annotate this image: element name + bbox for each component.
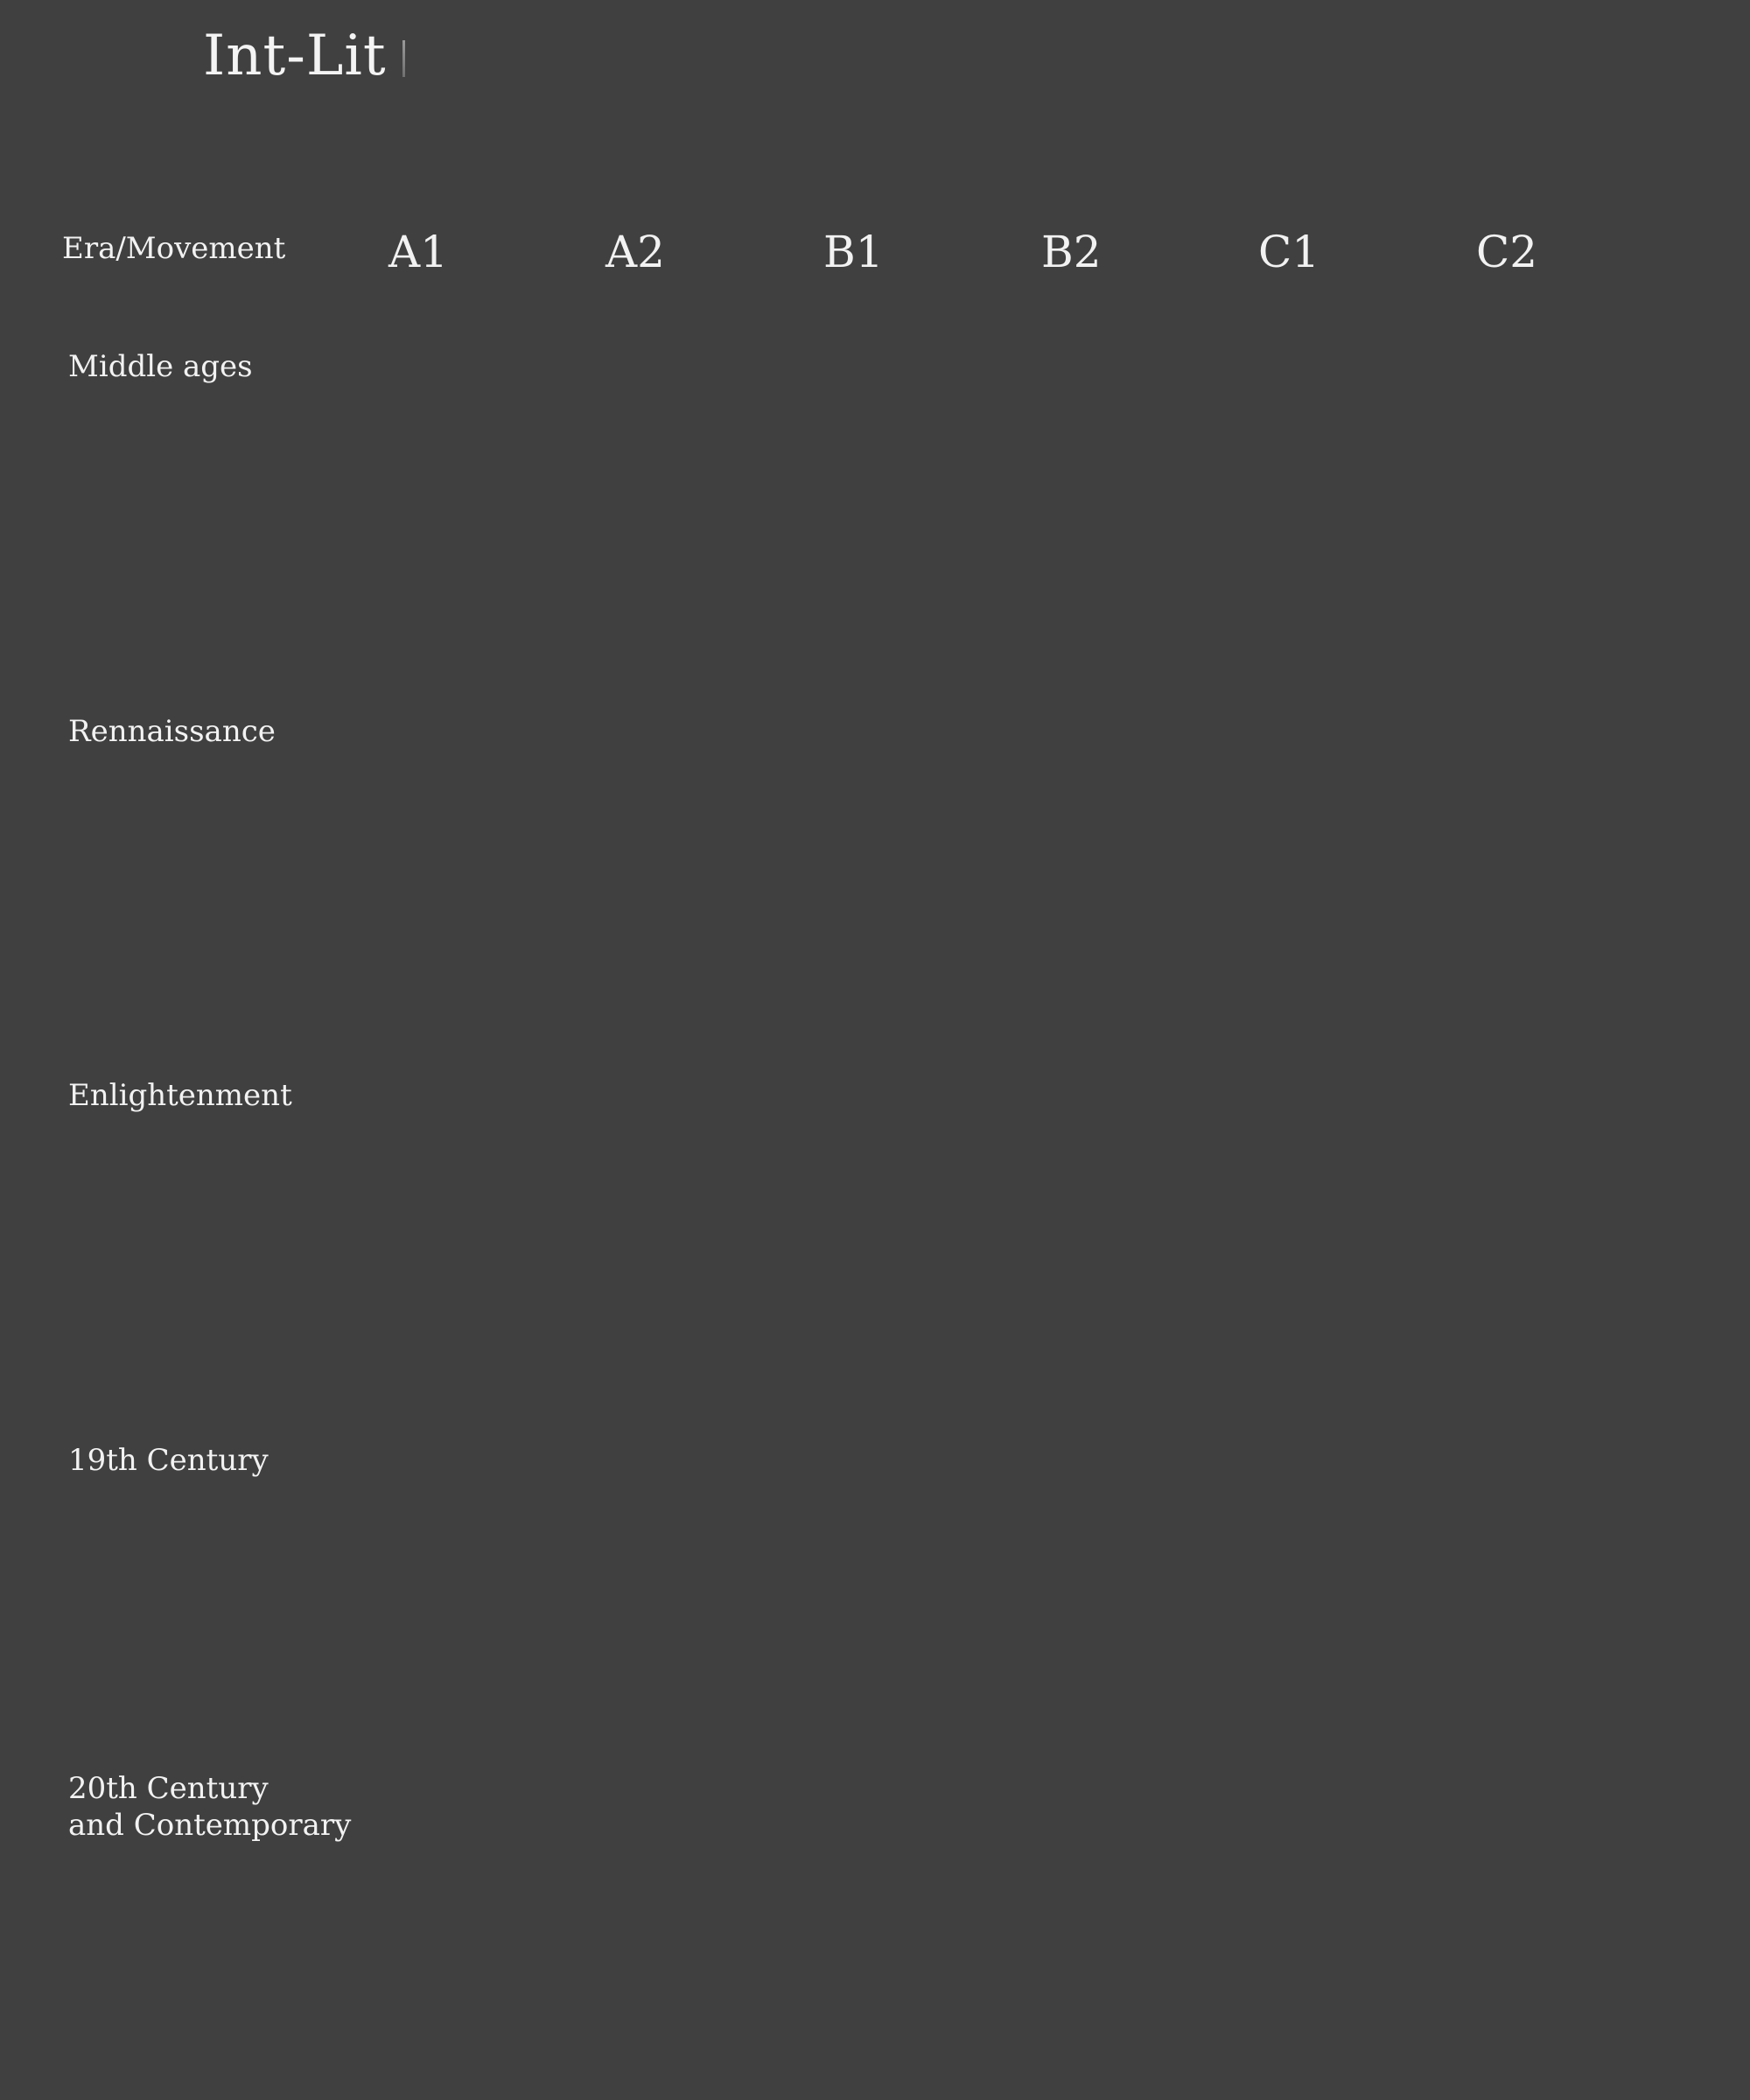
level-header-c2: C2 [1476, 227, 1538, 277]
level-header-b1: B1 [823, 227, 884, 277]
era-label-middle-ages: Middle ages [68, 349, 253, 384]
level-header-c1: C1 [1258, 227, 1320, 277]
text-cursor-icon [402, 40, 405, 77]
era-label-renaissance: Rennaissance [68, 714, 276, 749]
logo-text: Int-Lit [203, 24, 387, 88]
era-movement-header: Era/Movement [62, 231, 286, 266]
era-label-19th-century: 19th Century [68, 1443, 269, 1478]
level-header-a1: A1 [388, 227, 448, 277]
era-label-enlightenment: Enlightenment [68, 1078, 292, 1113]
level-header-a2: A2 [606, 227, 665, 277]
era-label-20th-century-contemporary: 20th Century and Contemporary [68, 1771, 352, 1843]
level-header-b2: B2 [1041, 227, 1102, 277]
app-logo[interactable] [203, 24, 405, 94]
